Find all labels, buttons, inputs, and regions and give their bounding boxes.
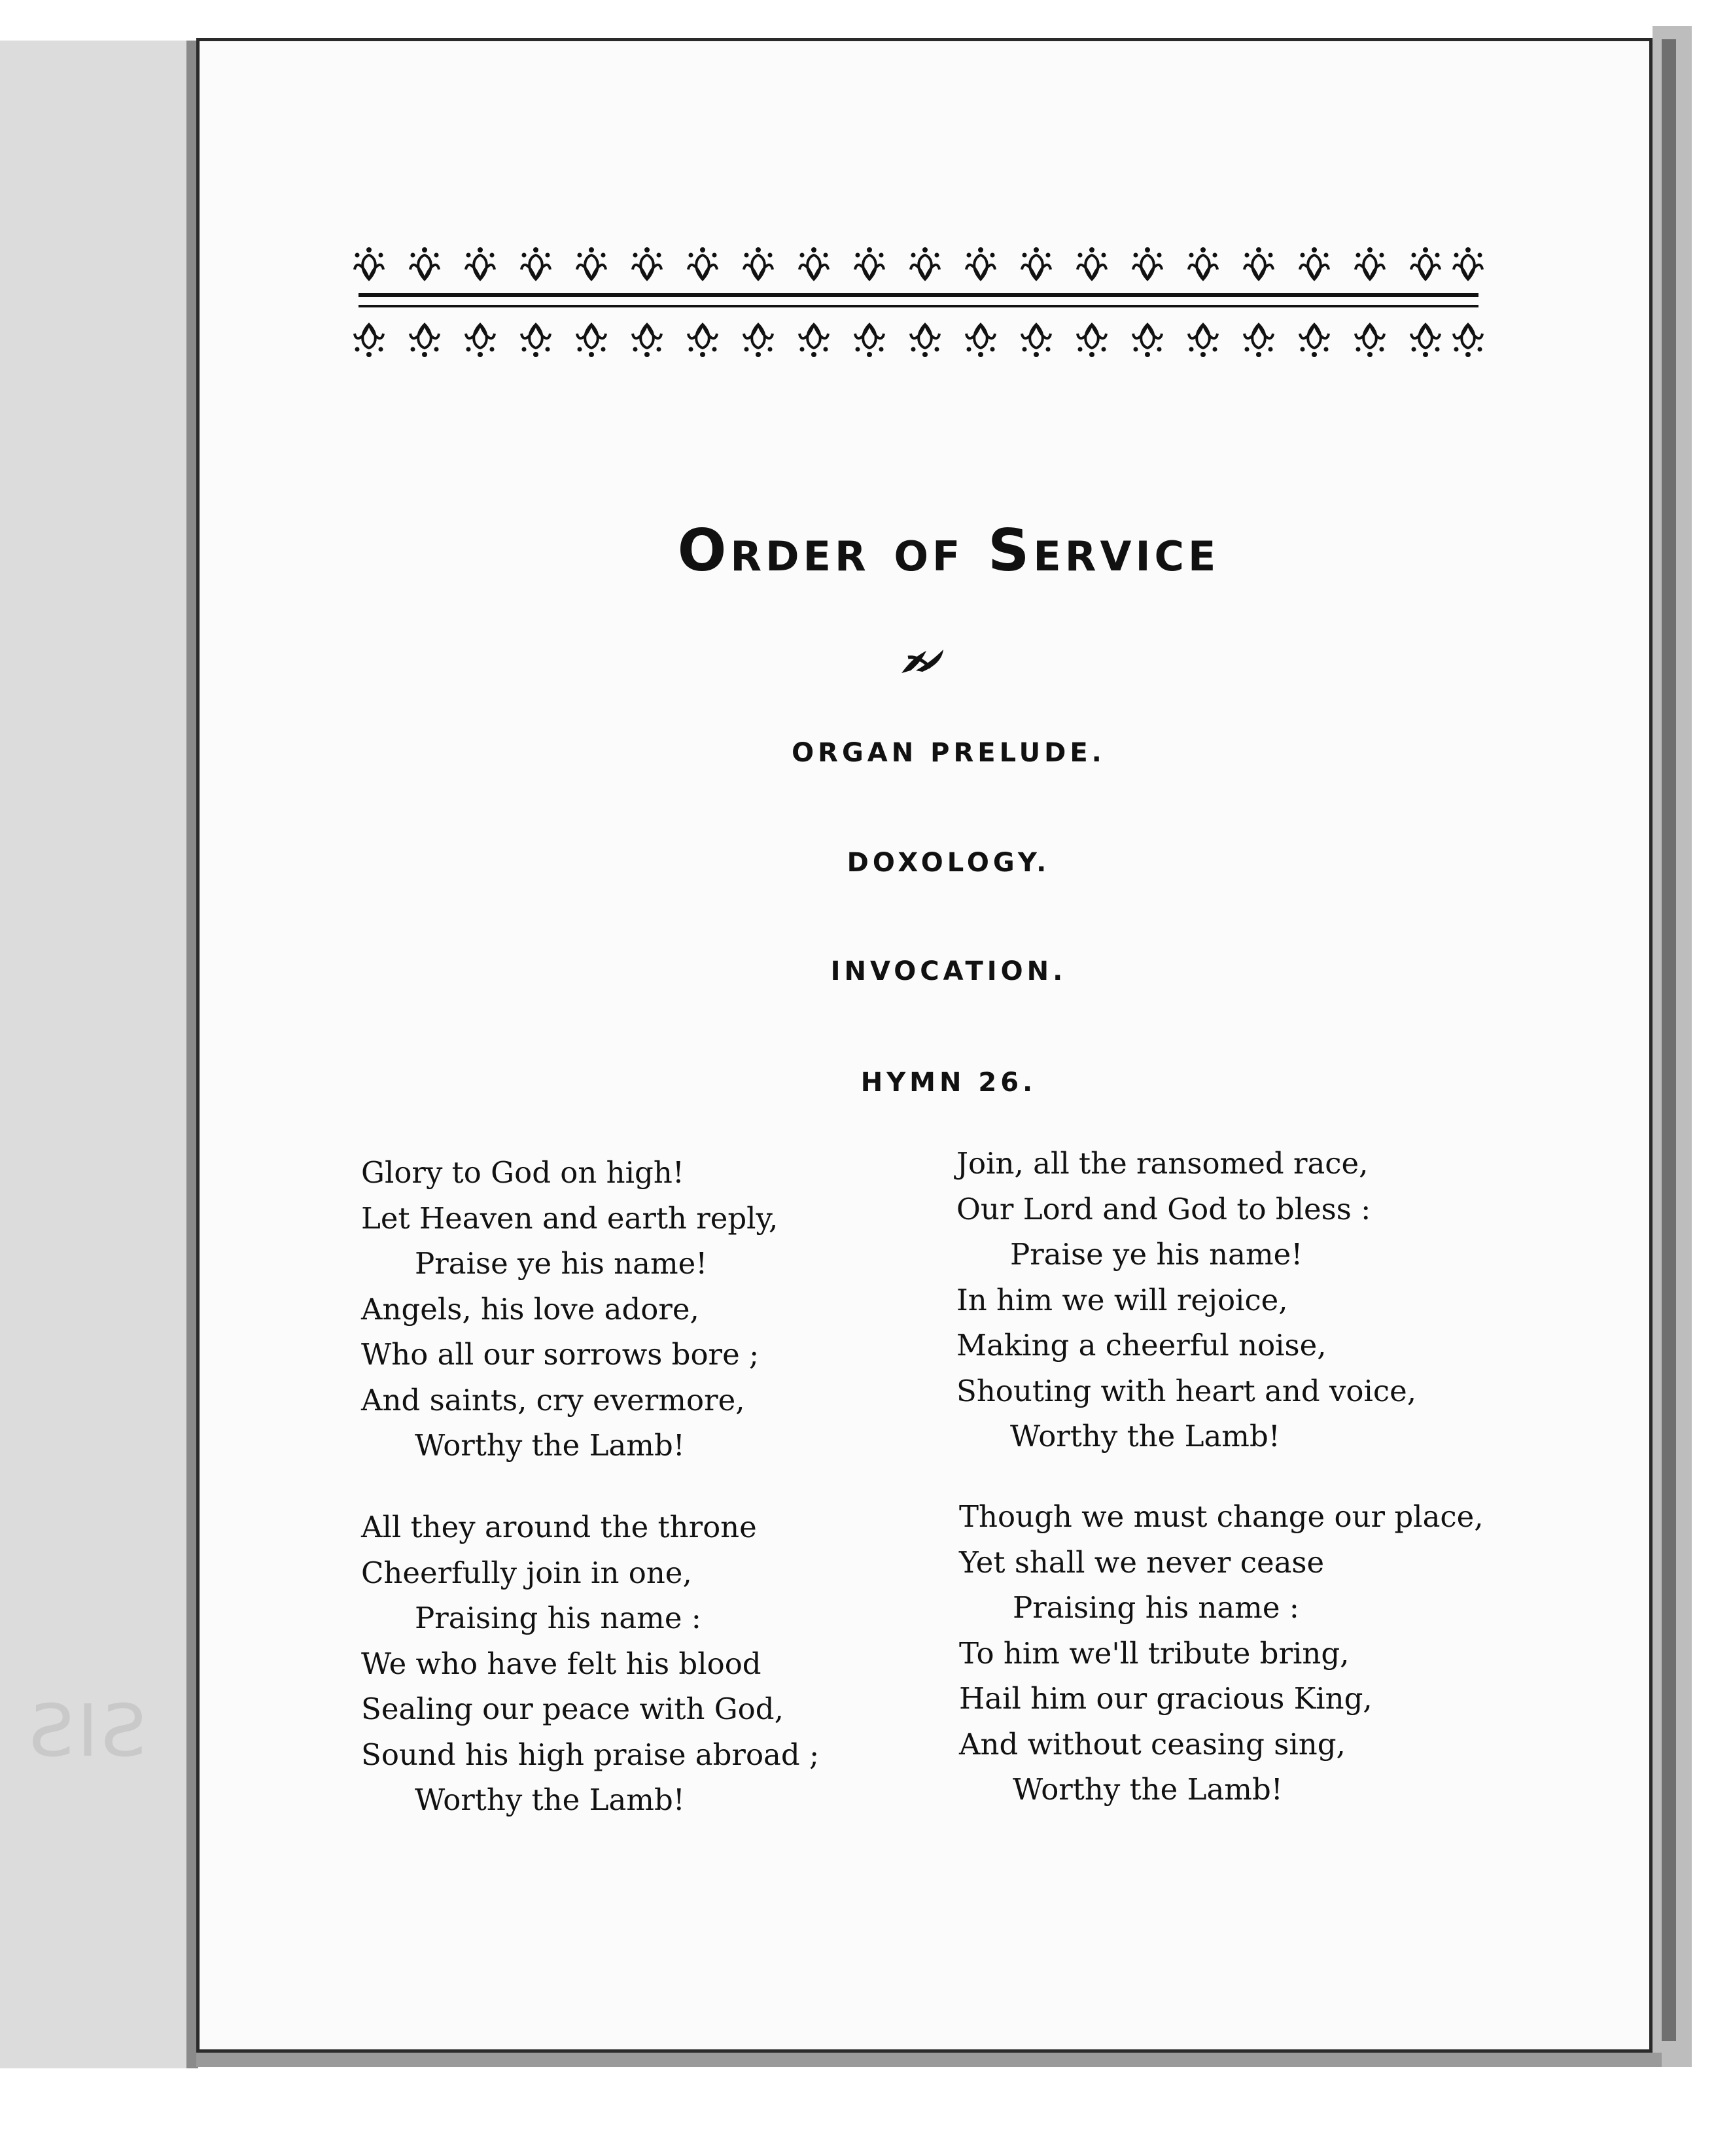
hymn-line: Worthy the Lamb! <box>415 1782 685 1817</box>
hymn-line: Praising his name : <box>415 1601 701 1635</box>
hymn-stanza-4 <box>959 1494 1484 1813</box>
right-edge <box>1662 39 1676 2041</box>
hymn-stanza-1 <box>361 1150 778 1469</box>
hymn-line: In him we will rejoice, <box>956 1282 1288 1317</box>
hymn-line: Sealing our peace with God, <box>361 1692 784 1726</box>
hymn-line: Worthy the Lamb! <box>1013 1772 1283 1807</box>
left-cover-board <box>0 41 196 2068</box>
hymn-line: Yet shall we never cease <box>959 1544 1325 1580</box>
hymn-line: Glory to God on high! <box>361 1155 684 1190</box>
hymn-line: And without ceasing sing, <box>959 1726 1346 1762</box>
hymn-stanza-2 <box>361 1504 819 1823</box>
hymn-line: Angels, his love adore, <box>361 1291 699 1327</box>
hymn-line: We who have felt his blood <box>361 1646 761 1681</box>
bottom-edge <box>196 2053 1662 2067</box>
hymn-line: Shouting with heart and voice, <box>956 1373 1417 1408</box>
decorative-border <box>352 237 1485 374</box>
hymn-line: Join, all the ransomed race, <box>956 1146 1369 1181</box>
hymn-line: Praise ye his name! <box>415 1246 708 1281</box>
hymn-line: To him we'll tribute bring, <box>959 1635 1350 1671</box>
hymn-line: Though we must change our place, <box>959 1499 1484 1534</box>
doxology-heading: DOXOLOGY. <box>847 848 1051 878</box>
page-title: Order of Service <box>677 517 1220 584</box>
hymn-line: Cheerfully join in one, <box>361 1555 692 1590</box>
organ-prelude-heading: ORGAN PRELUDE. <box>792 738 1106 768</box>
page-title-wrap <box>196 517 1701 584</box>
hymn-line: Praise ye his name! <box>1010 1237 1303 1272</box>
hymn-line: Who all our sorrows bore ; <box>361 1337 760 1372</box>
hymn-line: Hail him our gracious King, <box>959 1681 1373 1716</box>
hymn-line: Let Heaven and earth reply, <box>361 1200 778 1236</box>
hymn-heading: HYMN 26. <box>860 1068 1037 1098</box>
hymn-line: Praising his name : <box>1013 1590 1299 1625</box>
hymn-line: All they around the throne <box>361 1510 757 1544</box>
fleuron-ornament <box>896 644 949 677</box>
hymn-stanza-3 <box>956 1141 1416 1459</box>
hymn-line: Making a cheerful noise, <box>956 1328 1327 1363</box>
invocation-heading: INVOCATION. <box>830 956 1067 986</box>
right-cover-board <box>1653 26 1692 2067</box>
hymn-line: Sound his high praise abroad ; <box>361 1737 820 1772</box>
hymn-line: And saints, cry evermore, <box>361 1382 745 1417</box>
hymn-line: Our Lord and God to bless : <box>956 1191 1371 1226</box>
hymn-line: Worthy the Lamb! <box>1010 1419 1280 1453</box>
hymn-line: Worthy the Lamb! <box>415 1428 685 1463</box>
library-stamp: SIS <box>26 1689 147 1773</box>
